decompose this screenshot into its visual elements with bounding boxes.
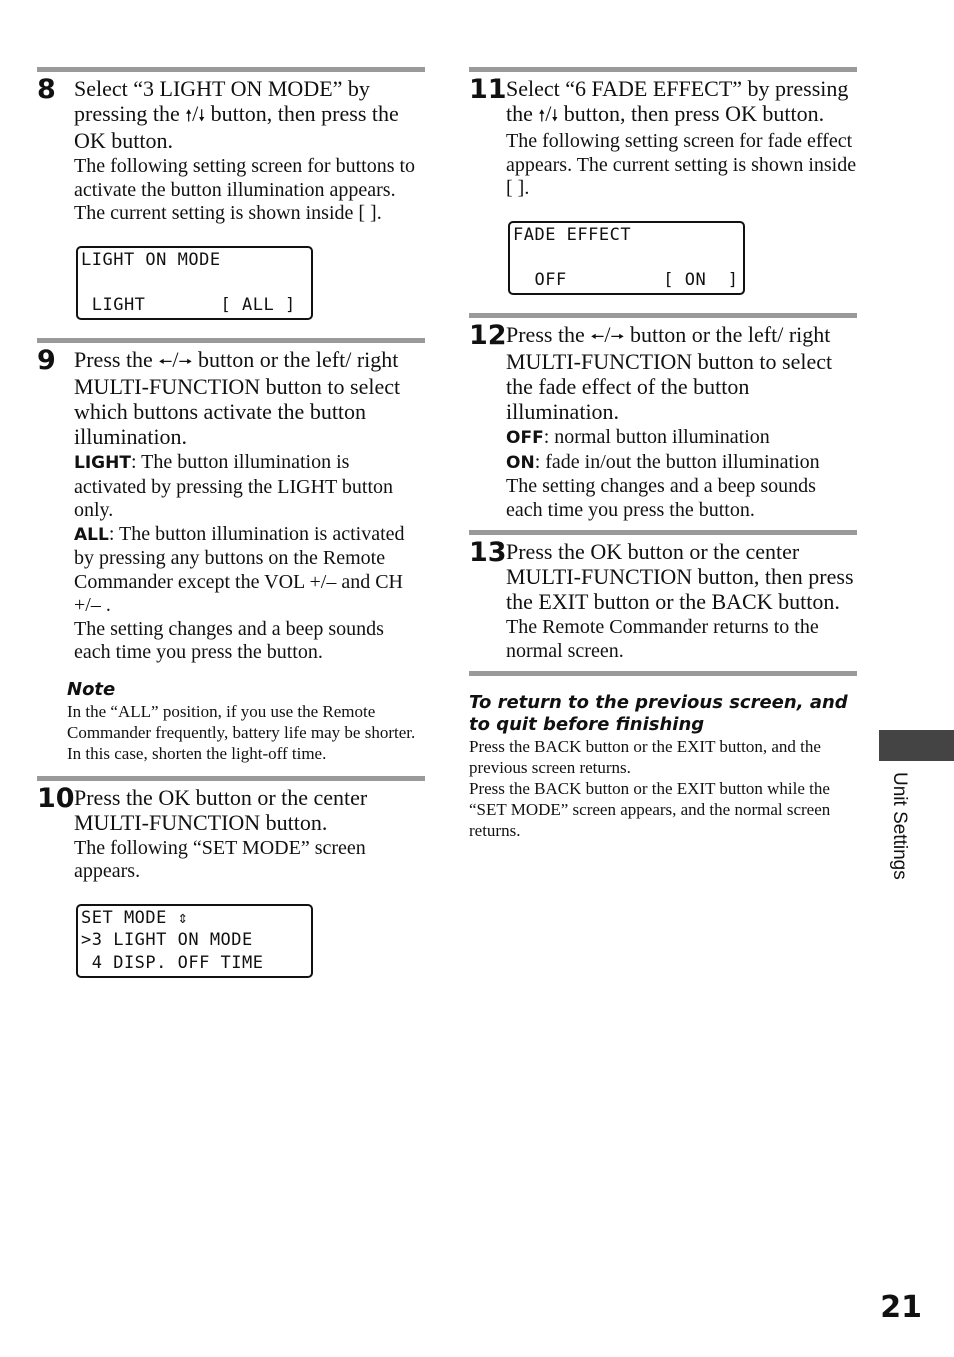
option-all: ALL: The button illumination is activated by pressing any buttons on the Remote Commander except the VOL +/– and CH +/– . — [74, 522, 405, 616]
option-on: ON: fade in/out the button illumination — [506, 450, 820, 473]
section-tab-marker — [879, 730, 954, 761]
option-off: OFF: normal button illumination — [506, 426, 770, 448]
right-column — [469, 67, 857, 841]
page-number: 21 — [880, 1290, 922, 1325]
step-number: 12 — [469, 320, 507, 351]
return-text-2: Press the BACK button or the EXIT button while the “SET MODE” screen appears, and the normal screen returns. — [469, 779, 831, 840]
step-heading: Press the OK button or the center MULTI-FUNCTION button. — [74, 784, 368, 835]
option-light: LIGHT: The button illumination is activated by pressing the LIGHT button only. — [74, 451, 394, 521]
right-arrow-icon: 🠖 — [178, 352, 193, 371]
step-heading: Press the OK button or the center MULTI-FUNCTION button, then press the EXIT button or the BACK button. — [506, 539, 854, 614]
lcd-screen-light-on-mode: LIGHT ON MODE LIGHT [ ALL ] — [76, 246, 313, 321]
return-text-1: Press the BACK button or the EXIT button, and the previous screen returns. — [469, 737, 821, 777]
step-number: 10 — [37, 782, 75, 814]
note-text: In the “ALL” position, if you use the Remote Commander frequently, battery life may be shorter. In this case, shorten the light-off time. — [67, 701, 416, 763]
right-arrow-icon: 🠖 — [610, 327, 625, 346]
step-text: The setting changes and a beep sounds each time you press the button. — [74, 617, 384, 663]
side-tab-label: Unit Settings — [889, 772, 910, 880]
step-12 — [469, 313, 857, 530]
note-title: Note — [67, 678, 116, 700]
step-8 — [37, 67, 425, 338]
down-arrow-icon: 🠗 — [551, 106, 559, 125]
step-10 — [37, 776, 425, 997]
step-9 — [37, 338, 425, 776]
step-text: The following “SET MODE” screen appears. — [74, 836, 366, 882]
down-arrow-icon: 🠗 — [198, 106, 206, 125]
left-arrow-icon: 🠔 — [590, 327, 605, 346]
step-11 — [469, 67, 857, 313]
step-text: The following setting screen for buttons to activate the button illumination appears. The current setting is shown inside [ ]. — [74, 155, 416, 224]
return-title: To return to the previous screen, and to quit before finishing — [469, 692, 848, 735]
step-heading: Press the 🠔/🠖 button or the left/ right MULTI-FUNCTION button to select which buttons activate the button illumination. — [74, 347, 401, 449]
step-text: The Remote Commander returns to the normal screen. — [506, 616, 819, 662]
step-number: 8 — [37, 74, 56, 105]
return-section — [469, 671, 857, 841]
step-heading: Press the 🠔/🠖 button or the left/ right MULTI-FUNCTION button to select the fade effect of the button illumination. — [506, 322, 833, 424]
up-arrow-icon: 🠕 — [185, 106, 193, 125]
left-column — [37, 67, 425, 996]
lcd-screen-fade-effect: FADE EFFECT OFF [ ON ] — [508, 221, 745, 296]
step-number: 11 — [469, 74, 507, 105]
step-number: 9 — [37, 345, 56, 376]
up-arrow-icon: 🠕 — [538, 106, 546, 125]
lcd-screen-set-mode: SET MODE ⇕ >3 LIGHT ON MODE 4 DISP. OFF TIME — [76, 904, 313, 979]
note — [67, 679, 425, 764]
step-13 — [469, 530, 857, 671]
step-heading: Select “3 LIGHT ON MODE” by pressing the 🠕/🠗 button, then press the OK button. — [74, 76, 399, 153]
step-text: The following setting screen for fade effect appears. The current setting is shown inside [ ]. — [506, 130, 857, 199]
step-heading: Select “6 FADE EFFECT” by pressing the 🠕/🠗 button, then press OK button. — [506, 76, 849, 126]
left-arrow-icon: 🠔 — [158, 352, 173, 371]
step-number: 13 — [469, 537, 507, 568]
step-text: The setting changes and a beep sounds each time you press the button. — [506, 475, 816, 521]
